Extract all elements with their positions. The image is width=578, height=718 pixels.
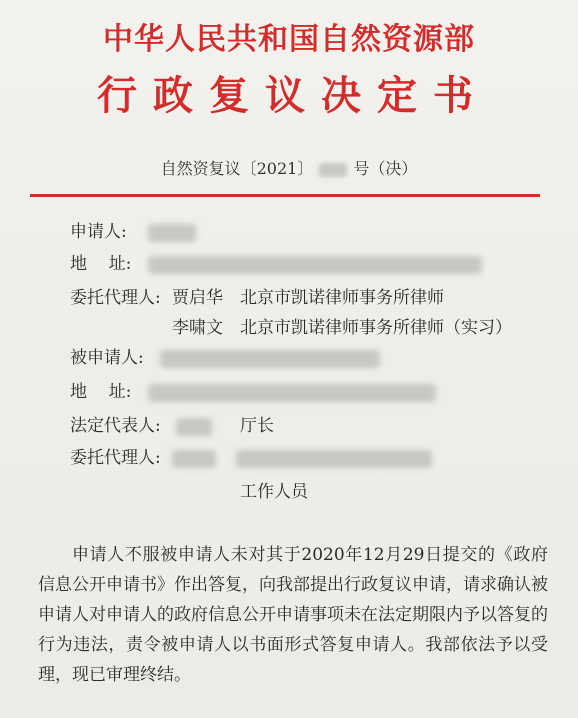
redacted-respondent-agent-unit <box>236 450 432 468</box>
agent1-title: 北京市凯诺律师事务所律师 <box>240 288 444 308</box>
document-number-prefix: 自然资复议〔2021〕 <box>160 159 314 178</box>
redacted-legal-rep-name <box>176 418 212 436</box>
agent1-name: 贾启华 <box>172 288 223 308</box>
legal-rep-title: 厅长 <box>240 416 274 436</box>
redacted-applicant-name <box>148 224 196 242</box>
red-divider-line <box>30 194 540 197</box>
issuing-authority: 中华人民共和国自然资源部 <box>103 22 475 57</box>
respondent-address-label: 地 址: <box>70 382 132 402</box>
respondent-agent-label: 委托代理人: <box>70 448 161 468</box>
redacted-applicant-address <box>148 256 482 274</box>
decision-paragraph: 申请人不服被申请人未对其于2020年12月29日提交的《政府信息公开申请书》作出答复，向我部提出行政复议申请，请求确认被申请人对申请人的政府信息公开申请事项未在法定期限内予以答复的行为违法，责令被申请人以书面形式答复申请人。我部依法予以受理，现已审理终结。 <box>38 545 548 685</box>
agent2-title: 北京市凯诺律师事务所律师（实习） <box>240 318 512 338</box>
respondent-agent-title: 工作人员 <box>240 482 308 502</box>
legal-rep-label: 法定代表人: <box>70 416 161 436</box>
agent-label: 委托代理人: <box>70 288 161 308</box>
agent2-name: 李啸文 <box>172 318 223 338</box>
redacted-respondent-address <box>148 384 436 402</box>
applicant-address-label: 地 址: <box>70 254 132 274</box>
applicant-label: 申请人: <box>70 222 127 242</box>
document-number-suffix: 号（决） <box>353 159 418 178</box>
redacted-respondent-name <box>160 350 380 368</box>
respondent-label: 被申请人: <box>70 348 144 368</box>
document-number <box>0 158 578 180</box>
redacted-respondent-agent-name <box>172 450 216 468</box>
redacted-number <box>319 163 347 177</box>
document-title: 行政复议决定书 <box>97 72 489 119</box>
